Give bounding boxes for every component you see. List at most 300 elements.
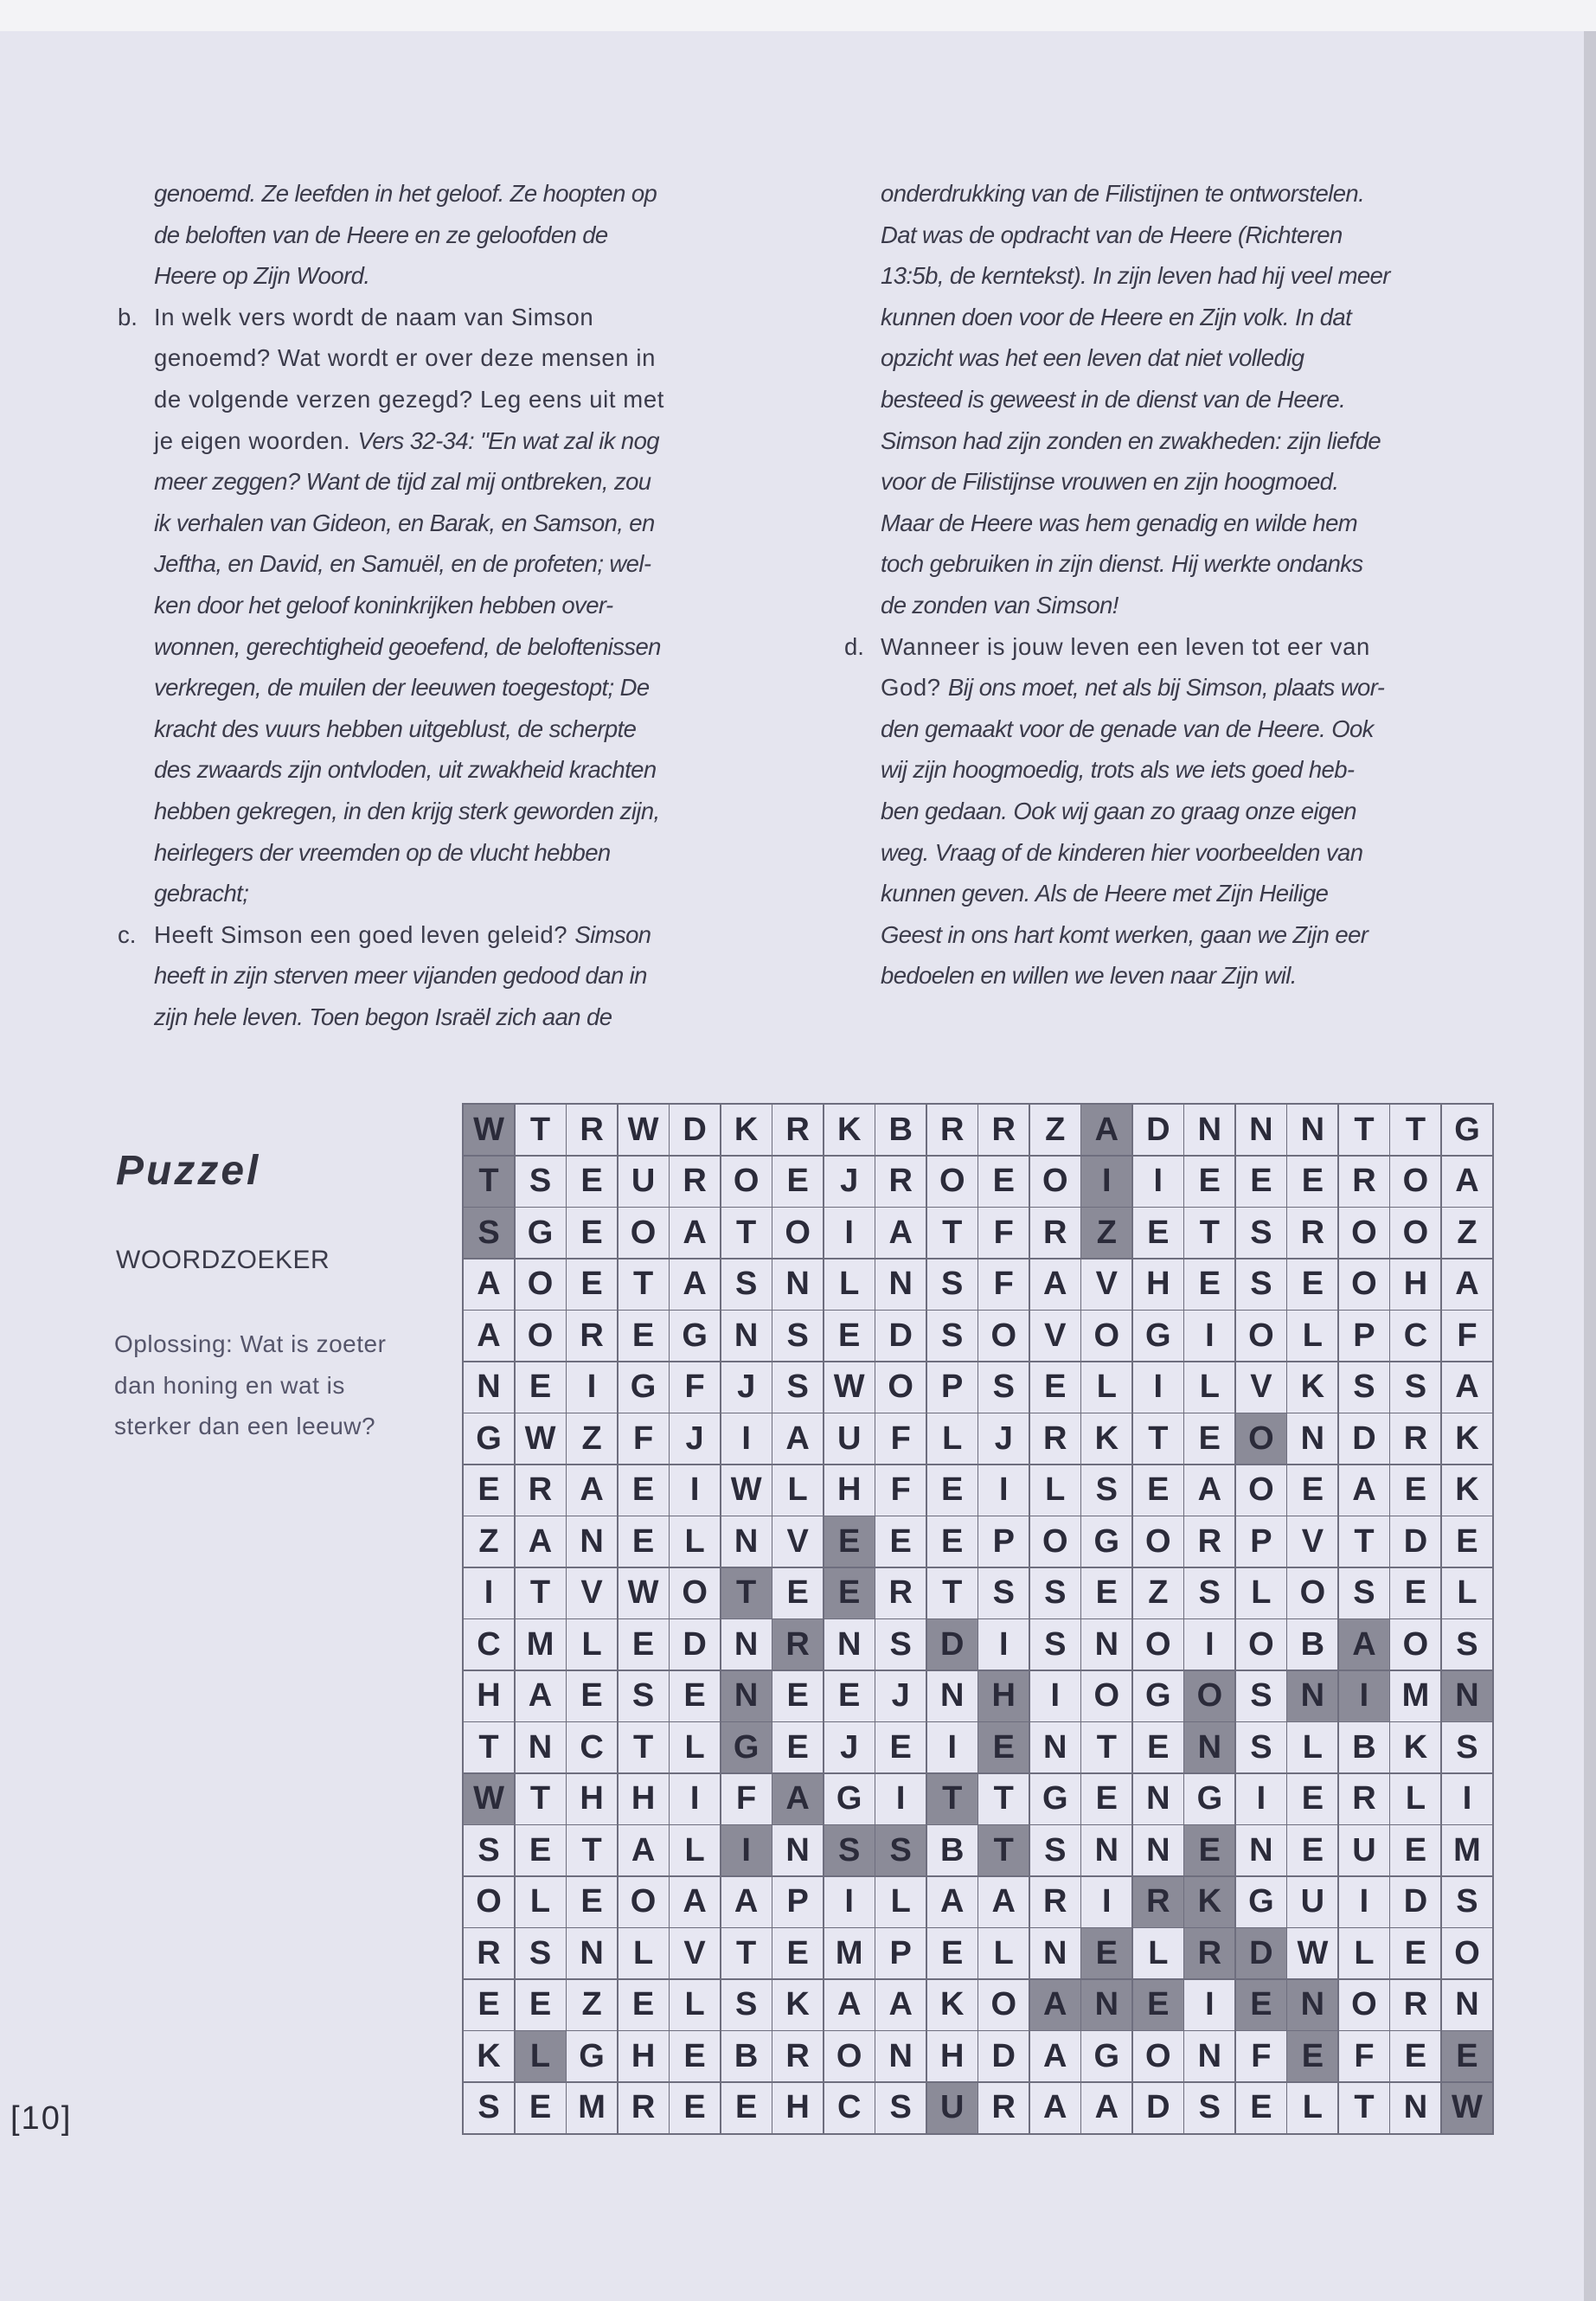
- grid-cell: E: [1287, 1465, 1337, 1516]
- grid-cell: H: [464, 1671, 514, 1721]
- grid-cell: T: [927, 1568, 977, 1618]
- grid-cell: U: [619, 1157, 669, 1207]
- grid-cell: E: [1390, 1928, 1440, 1978]
- grid-cell: S: [875, 1619, 926, 1670]
- grid-cell: N: [1133, 1825, 1183, 1875]
- text-line: [118, 297, 664, 338]
- grid-cell: I: [670, 1465, 720, 1516]
- grid-cell: N: [1236, 1105, 1286, 1155]
- grid-cell-highlighted: A: [1339, 1619, 1389, 1670]
- grid-cell-highlighted: E: [1236, 1980, 1286, 2030]
- text-line: [118, 914, 664, 956]
- grid-cell: L: [1184, 1362, 1234, 1413]
- grid-cell: B: [721, 2031, 772, 2081]
- grid-cell: G: [1081, 2031, 1131, 2081]
- grid-cell: O: [1236, 1465, 1286, 1516]
- grid-cell: L: [927, 1413, 977, 1464]
- grid-cell-highlighted: O: [1184, 1671, 1234, 1721]
- grid-cell: S: [1236, 1671, 1286, 1721]
- grid-cell: F: [1442, 1311, 1492, 1361]
- grid-cell-highlighted: W: [464, 1105, 514, 1155]
- grid-cell: R: [1287, 1208, 1337, 1258]
- grid-cell: A: [875, 1208, 926, 1258]
- grid-cell: L: [670, 1516, 720, 1567]
- italic-text: Vers 32-34: "En wat zal ik nog: [357, 426, 659, 454]
- grid-cell: H: [567, 1774, 617, 1824]
- grid-cell: G: [1081, 1516, 1131, 1567]
- grid-cell: O: [1339, 1259, 1389, 1310]
- grid-cell: R: [875, 1157, 926, 1207]
- grid-cell: W: [619, 1568, 669, 1618]
- grid-cell: R: [978, 2083, 1029, 2133]
- grid-cell: S: [1030, 1825, 1080, 1875]
- grid-cell: I: [1133, 1362, 1183, 1413]
- grid-cell: R: [1390, 1413, 1440, 1464]
- grid-cell-highlighted: W: [464, 1774, 514, 1824]
- grid-cell: K: [1081, 1413, 1131, 1464]
- grid-cell: E: [619, 1516, 669, 1567]
- grid-cell: D: [1133, 1105, 1183, 1155]
- grid-cell: E: [1133, 1208, 1183, 1258]
- grid-cell: D: [1339, 1413, 1389, 1464]
- grid-cell: R: [619, 2083, 669, 2133]
- italic-text: opzicht was het een leven dat niet volledig: [881, 344, 1304, 372]
- grid-cell-highlighted: R: [1133, 1877, 1183, 1927]
- question-text: je eigen woorden.: [154, 426, 358, 454]
- grid-cell: S: [1236, 1259, 1286, 1310]
- grid-cell: K: [772, 1980, 823, 2030]
- text-line: [154, 173, 664, 215]
- grid-cell: S: [978, 1362, 1029, 1413]
- grid-cell: T: [516, 1568, 566, 1618]
- grid-cell: S: [1390, 1362, 1440, 1413]
- text-line: [881, 873, 1390, 914]
- italic-text: toch gebruiken in zijn dienst. Hij werkte ondanks: [881, 550, 1363, 578]
- grid-cell: T: [1184, 1208, 1234, 1258]
- grid-cell: J: [721, 1362, 772, 1413]
- grid-cell: A: [670, 1877, 720, 1927]
- grid-cell: V: [1287, 1516, 1337, 1567]
- grid-cell: J: [978, 1413, 1029, 1464]
- grid-cell-highlighted: H: [978, 1671, 1029, 1721]
- grid-cell: I: [464, 1568, 514, 1618]
- grid-cell: T: [1339, 1516, 1389, 1567]
- grid-cell-highlighted: E: [1081, 1928, 1131, 1978]
- italic-text: Jeftha, en David, en Samuël, en de profeten; wel-: [154, 550, 651, 578]
- grid-cell: S: [619, 1671, 669, 1721]
- grid-cell: K: [927, 1980, 977, 2030]
- grid-cell: E: [516, 1980, 566, 2030]
- text-line: [881, 667, 1390, 708]
- grid-cell: C: [824, 2083, 875, 2133]
- italic-text: Heere op Zijn Woord.: [154, 262, 370, 290]
- grid-cell: L: [1287, 1311, 1337, 1361]
- grid-cell: L: [516, 1877, 566, 1927]
- grid-cell: E: [567, 1671, 617, 1721]
- text-line: [881, 543, 1390, 585]
- text-line: [154, 585, 664, 626]
- grid-cell: N: [927, 1671, 977, 1721]
- grid-cell: L: [1030, 1465, 1080, 1516]
- grid-cell: S: [927, 1259, 977, 1310]
- grid-cell-highlighted: W: [1442, 2083, 1492, 2133]
- grid-cell: R: [1390, 1980, 1440, 2030]
- grid-cell: S: [772, 1311, 823, 1361]
- grid-cell: H: [1390, 1259, 1440, 1310]
- grid-cell-highlighted: E: [1184, 1825, 1234, 1875]
- grid-cell: E: [516, 1362, 566, 1413]
- grid-cell: D: [978, 2031, 1029, 2081]
- grid-cell: O: [1287, 1568, 1337, 1618]
- grid-cell: E: [670, 2031, 720, 2081]
- grid-cell: A: [567, 1465, 617, 1516]
- grid-cell: D: [670, 1105, 720, 1155]
- grid-cell: R: [1339, 1157, 1389, 1207]
- grid-cell: G: [670, 1311, 720, 1361]
- italic-text: onderdrukking van de Filistijnen te ontworstelen.: [881, 180, 1365, 207]
- grid-cell-highlighted: E: [978, 1722, 1029, 1772]
- grid-cell: O: [1339, 1980, 1389, 2030]
- grid-cell: J: [824, 1157, 875, 1207]
- grid-cell: R: [1339, 1774, 1389, 1824]
- italic-text: Simson had zijn zonden en zwakheden: zijn liefde: [881, 426, 1381, 454]
- italic-text: de beloften van de Heere en ze geloofden de: [154, 221, 608, 248]
- grid-cell: T: [721, 1208, 772, 1258]
- text-line: [881, 379, 1390, 420]
- page-number: [10]: [10, 2100, 73, 2137]
- puzzle-subtitle: WOORDZOEKER: [116, 1246, 330, 1274]
- grid-cell: M: [567, 2083, 617, 2133]
- grid-cell: T: [1339, 2083, 1389, 2133]
- grid-cell: T: [1339, 1105, 1389, 1155]
- grid-cell: G: [824, 1774, 875, 1824]
- grid-cell: R: [927, 1105, 977, 1155]
- italic-text: Dat was de opdracht van de Heere (Richteren: [881, 221, 1343, 248]
- grid-cell: T: [567, 1825, 617, 1875]
- text-line: [881, 173, 1390, 215]
- grid-cell: S: [1184, 2083, 1234, 2133]
- puzzle-title: Puzzel: [116, 1148, 261, 1194]
- grid-cell: I: [1442, 1774, 1492, 1824]
- grid-cell: N: [1390, 2083, 1440, 2133]
- grid-cell: O: [1339, 1208, 1389, 1258]
- grid-cell: F: [1236, 2031, 1286, 2081]
- grid-cell-highlighted: T: [464, 1157, 514, 1207]
- grid-cell: G: [516, 1208, 566, 1258]
- grid-cell: W: [1287, 1928, 1337, 1978]
- grid-cell: I: [670, 1774, 720, 1824]
- grid-cell: E: [464, 1465, 514, 1516]
- grid-cell: K: [1442, 1413, 1492, 1464]
- text-line: [154, 955, 664, 997]
- grid-cell: P: [772, 1877, 823, 1927]
- grid-cell: I: [824, 1208, 875, 1258]
- grid-cell: J: [875, 1671, 926, 1721]
- grid-cell: A: [619, 1825, 669, 1875]
- grid-cell: F: [978, 1208, 1029, 1258]
- italic-text: genoemd. Ze leefden in het geloof. Ze hoopten op: [154, 180, 657, 207]
- grid-cell: E: [1390, 2031, 1440, 2081]
- grid-cell: N: [721, 1619, 772, 1670]
- grid-cell-highlighted: E: [1287, 2031, 1337, 2081]
- italic-text: kracht des vuurs hebben uitgeblust, de scherpte: [154, 715, 637, 742]
- grid-cell: E: [1390, 1568, 1440, 1618]
- grid-cell: H: [1133, 1259, 1183, 1310]
- grid-cell: E: [619, 1465, 669, 1516]
- grid-cell: S: [1442, 1722, 1492, 1772]
- grid-cell: S: [1339, 1362, 1389, 1413]
- grid-cell: E: [1184, 1157, 1234, 1207]
- text-line: [881, 832, 1390, 874]
- italic-text: Bij ons moet, net als bij Simson, plaats wor-: [947, 674, 1385, 702]
- grid-cell: N: [824, 1619, 875, 1670]
- question-text: genoemd? Wat wordt er over deze mensen in: [154, 344, 656, 372]
- grid-cell: E: [772, 1157, 823, 1207]
- text-line: [881, 255, 1390, 297]
- italic-text: meer zeggen? Want de tijd zal mij ontbreken, zou: [154, 468, 651, 496]
- grid-cell: E: [1030, 1362, 1080, 1413]
- grid-cell: A: [670, 1259, 720, 1310]
- grid-cell: S: [1442, 1877, 1492, 1927]
- grid-cell: N: [1184, 1105, 1234, 1155]
- grid-cell: S: [1236, 1722, 1286, 1772]
- grid-cell: L: [670, 1980, 720, 2030]
- grid-cell: G: [619, 1362, 669, 1413]
- grid-cell: K: [1442, 1465, 1492, 1516]
- grid-cell: S: [772, 1362, 823, 1413]
- grid-cell: E: [516, 2083, 566, 2133]
- grid-cell: V: [1236, 1362, 1286, 1413]
- grid-cell: O: [824, 2031, 875, 2081]
- grid-cell: E: [1287, 1157, 1337, 1207]
- grid-cell: A: [1030, 1259, 1080, 1310]
- italic-text: heirlegers der vreemden op de vlucht hebben: [154, 838, 611, 866]
- grid-cell-highlighted: E: [824, 1568, 875, 1618]
- grid-cell: F: [978, 1259, 1029, 1310]
- text-line: [154, 749, 664, 791]
- grid-cell: S: [1184, 1568, 1234, 1618]
- grid-cell: N: [1287, 1413, 1337, 1464]
- grid-cell: U: [824, 1413, 875, 1464]
- grid-cell-highlighted: I: [1081, 1157, 1131, 1207]
- grid-cell: O: [978, 1980, 1029, 2030]
- grid-cell: R: [978, 1105, 1029, 1155]
- text-line: [881, 708, 1390, 750]
- grid-cell-highlighted: E: [1442, 2031, 1492, 2081]
- grid-cell-highlighted: I: [1339, 1671, 1389, 1721]
- grid-cell: S: [927, 1311, 977, 1361]
- grid-cell: I: [978, 1465, 1029, 1516]
- grid-cell: I: [1030, 1671, 1080, 1721]
- grid-cell: M: [824, 1928, 875, 1978]
- grid-cell: O: [927, 1157, 977, 1207]
- italic-text: ken door het geloof koninkrijken hebben over-: [154, 591, 613, 619]
- grid-cell: E: [1236, 1157, 1286, 1207]
- grid-cell-highlighted: N: [1184, 1722, 1234, 1772]
- grid-cell: A: [772, 1413, 823, 1464]
- grid-cell: K: [721, 1105, 772, 1155]
- grid-cell: I: [927, 1722, 977, 1772]
- grid-cell-highlighted: N: [1287, 1671, 1337, 1721]
- grid-cell: L: [1236, 1568, 1286, 1618]
- grid-cell: F: [721, 1774, 772, 1824]
- grid-cell: V: [1030, 1311, 1080, 1361]
- grid-cell-highlighted: N: [721, 1671, 772, 1721]
- grid-cell: O: [1390, 1619, 1440, 1670]
- grid-cell: A: [464, 1259, 514, 1310]
- grid-cell-highlighted: A: [772, 1774, 823, 1824]
- grid-cell-highlighted: O: [1236, 1413, 1286, 1464]
- grid-cell: O: [1030, 1516, 1080, 1567]
- grid-cell: H: [824, 1465, 875, 1516]
- solution-line: Oplossing: Wat is zoeter: [114, 1330, 387, 1357]
- grid-cell: E: [1390, 1825, 1440, 1875]
- puzzle-solution-prompt: [114, 1324, 386, 1447]
- italic-text: verkregen, de muilen der leeuwen toegestopt; De: [154, 674, 650, 702]
- text-line: [154, 379, 664, 420]
- grid-cell: A: [721, 1877, 772, 1927]
- grid-cell: S: [1081, 1465, 1131, 1516]
- grid-cell: E: [1184, 1259, 1234, 1310]
- text-line: [881, 420, 1390, 462]
- text-line: [154, 543, 664, 585]
- grid-cell: N: [464, 1362, 514, 1413]
- grid-cell: E: [567, 1877, 617, 1927]
- text-line: [154, 215, 664, 256]
- grid-cell: I: [721, 1413, 772, 1464]
- grid-cell-highlighted: D: [927, 1619, 977, 1670]
- grid-cell: M: [1442, 1825, 1492, 1875]
- list-label: d.: [844, 632, 864, 660]
- grid-cell: E: [619, 1619, 669, 1670]
- text-line: [154, 873, 664, 914]
- grid-cell: N: [567, 1516, 617, 1567]
- grid-cell-highlighted: E: [1133, 1980, 1183, 2030]
- list-label: b.: [118, 303, 138, 330]
- grid-cell: L: [772, 1465, 823, 1516]
- grid-cell: N: [772, 1259, 823, 1310]
- text-line: [881, 215, 1390, 256]
- grid-cell: K: [1287, 1362, 1337, 1413]
- grid-cell: J: [670, 1413, 720, 1464]
- grid-cell: B: [1287, 1619, 1337, 1670]
- grid-cell: A: [927, 1877, 977, 1927]
- grid-cell: T: [721, 1928, 772, 1978]
- grid-cell: P: [978, 1516, 1029, 1567]
- grid-cell: N: [772, 1825, 823, 1875]
- grid-cell: L: [978, 1928, 1029, 1978]
- grid-cell: O: [516, 1311, 566, 1361]
- grid-cell: E: [1442, 1516, 1492, 1567]
- solution-line: sterker dan een leeuw?: [114, 1413, 376, 1440]
- grid-cell: O: [1081, 1311, 1131, 1361]
- text-line: [881, 749, 1390, 791]
- text-line: [881, 337, 1390, 379]
- grid-cell: A: [516, 1516, 566, 1567]
- grid-cell: H: [619, 1774, 669, 1824]
- grid-cell: C: [464, 1619, 514, 1670]
- grid-cell: F: [619, 1413, 669, 1464]
- scan-border-right: [1584, 31, 1596, 2301]
- grid-cell: N: [1081, 1825, 1131, 1875]
- grid-cell: S: [464, 2083, 514, 2133]
- grid-cell: Z: [567, 1413, 617, 1464]
- grid-cell: L: [567, 1619, 617, 1670]
- grid-cell-highlighted: A: [1030, 1980, 1080, 2030]
- grid-cell: A: [1339, 1465, 1389, 1516]
- grid-cell: O: [619, 1877, 669, 1927]
- grid-cell: E: [927, 1928, 977, 1978]
- grid-cell: R: [772, 1105, 823, 1155]
- grid-cell: S: [978, 1568, 1029, 1618]
- grid-cell: U: [1339, 1825, 1389, 1875]
- grid-cell: S: [875, 2083, 926, 2133]
- grid-cell: R: [1030, 1208, 1080, 1258]
- grid-cell: L: [1339, 1928, 1389, 1978]
- text-line: [154, 255, 664, 297]
- grid-cell: E: [567, 1157, 617, 1207]
- grid-cell: R: [1030, 1413, 1080, 1464]
- grid-cell: E: [1133, 1722, 1183, 1772]
- text-column-right: [844, 173, 1390, 997]
- grid-cell: L: [670, 1825, 720, 1875]
- grid-cell: E: [619, 1980, 669, 2030]
- grid-cell: T: [978, 1774, 1029, 1824]
- solution-line: dan honing en wat is: [114, 1371, 345, 1399]
- grid-cell: K: [464, 2031, 514, 2081]
- text-line: [881, 955, 1390, 997]
- grid-cell: L: [1390, 1774, 1440, 1824]
- grid-cell: N: [721, 1311, 772, 1361]
- grid-cell: L: [1081, 1362, 1131, 1413]
- grid-cell: H: [619, 2031, 669, 2081]
- italic-text: besteed is geweest in de dienst van de Heere.: [881, 385, 1346, 413]
- grid-cell: E: [670, 1671, 720, 1721]
- grid-cell: M: [516, 1619, 566, 1670]
- italic-text: weg. Vraag of de kinderen hier voorbeelden van: [881, 838, 1363, 866]
- grid-cell: N: [875, 1259, 926, 1310]
- grid-cell: I: [1184, 1980, 1234, 2030]
- italic-text: ben gedaan. Ook wij gaan zo graag onze eigen: [881, 797, 1356, 824]
- grid-cell: E: [1390, 1465, 1440, 1516]
- text-line: [154, 832, 664, 874]
- grid-cell: A: [670, 1208, 720, 1258]
- grid-cell: E: [516, 1825, 566, 1875]
- grid-cell: O: [1390, 1157, 1440, 1207]
- grid-cell: V: [567, 1568, 617, 1618]
- text-line: [154, 708, 664, 750]
- grid-cell: E: [824, 1671, 875, 1721]
- grid-cell: I: [875, 1774, 926, 1824]
- grid-cell-highlighted: L: [516, 2031, 566, 2081]
- text-line: [881, 914, 1390, 956]
- grid-cell: T: [464, 1722, 514, 1772]
- grid-cell: O: [1081, 1671, 1131, 1721]
- grid-cell: W: [516, 1413, 566, 1464]
- grid-cell: A: [1442, 1157, 1492, 1207]
- grid-cell: E: [567, 1259, 617, 1310]
- question-text: Heeft Simson een goed leven geleid?: [154, 920, 575, 948]
- grid-cell: A: [1030, 2031, 1080, 2081]
- grid-cell: L: [875, 1877, 926, 1927]
- grid-cell: N: [1184, 2031, 1234, 2081]
- grid-cell-highlighted: S: [875, 1825, 926, 1875]
- text-line: [154, 420, 664, 462]
- grid-cell-highlighted: K: [1184, 1877, 1234, 1927]
- grid-cell: N: [1030, 1928, 1080, 1978]
- grid-cell: Z: [1133, 1568, 1183, 1618]
- grid-cell: D: [875, 1311, 926, 1361]
